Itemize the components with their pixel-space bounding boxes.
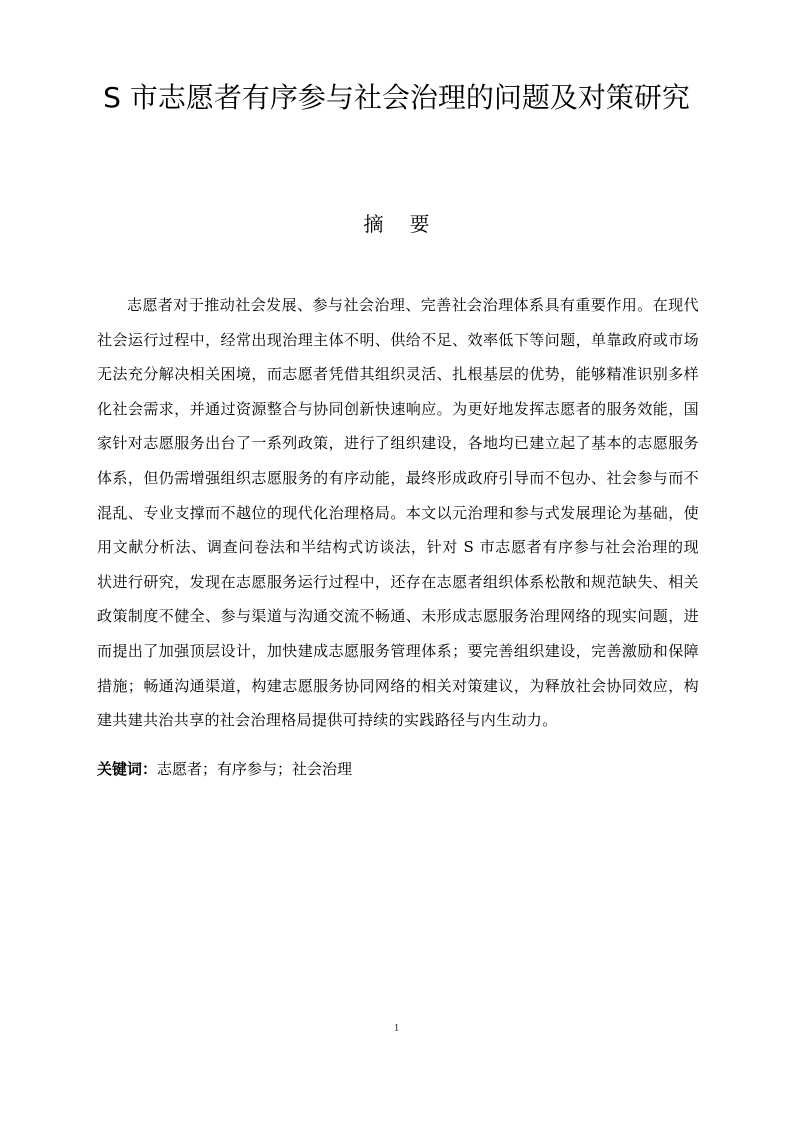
keywords-label: 关键词： bbox=[97, 760, 158, 778]
abstract-paragraph: 志愿者对于推动社会发展、参与社会治理、完善社会治理体系具有重要作用。在现代社会运行过程中，经常出现治理主体不明、供给不足、效率低下等问题，单靠政府或市场无法充分解决相关困境，而志愿者凭借其组织灵活、扎根基层的优势，能够精准识别多样化社会需求，并通过资源整合与协同创新快速响应。为更好地发挥志愿者的服务效能，国家针对志愿服务出台了一系列政策，进行了组织建设，各地均已建立起了基本的志愿服务体系，但仍需增强组织志愿服务的有序动能，最终形成政府引导而不包办、社会参与而不混乱、专业支撑而不越位的现代化治理格局。本文以元治理和参与式发展理论为基础，使用文献分析法、调查问卷法和半结构式访谈法，针对 S 市志愿者有序参与社会治理的现状进行研究，发现在志愿服务运行过程中，还存在志愿者组织体系松散和规范缺失、相关政策制度不健全、参与渠道与沟通交流不畅通、未形成志愿服务治理网络的现实问题，进而提出了加强顶层设计，加快建成志愿服务管理体系；要完善组织建设，完善激励和保障措施；畅通沟通渠道，构建志愿服务协同网络的相关对策建议，为释放社会协同效应，构建共建共治共享的社会治理格局提供可持续的实践路径与内生动力。 bbox=[97, 296, 699, 730]
abstract-heading-char-2: 要 bbox=[409, 212, 430, 236]
document-title: S 市志愿者有序参与社会治理的问题及对策研究 bbox=[103, 81, 690, 114]
keywords-line bbox=[97, 757, 699, 781]
keywords-value: 志愿者；有序参与；社会治理 bbox=[157, 760, 353, 778]
abstract-heading bbox=[0, 210, 793, 238]
abstract-heading-char-1: 摘 bbox=[363, 212, 384, 236]
page-number: 1 bbox=[393, 1022, 400, 1034]
